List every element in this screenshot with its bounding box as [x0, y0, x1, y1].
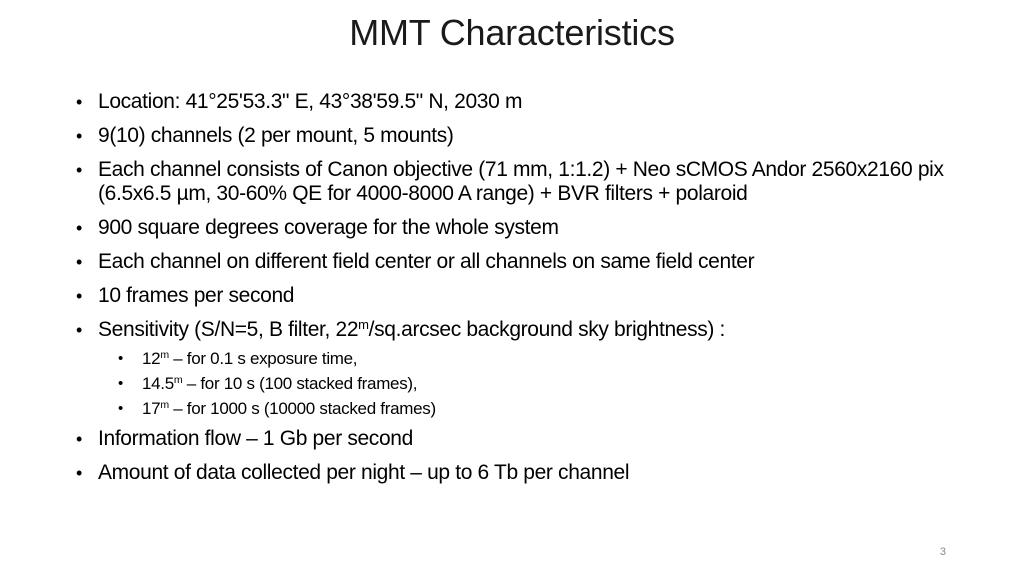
sensitivity-item-1000s	[98, 396, 954, 421]
sensitivity-item-superscript: m	[160, 399, 169, 412]
bullet-sensitivity	[74, 318, 954, 421]
page-number: 3	[939, 546, 946, 558]
sensitivity-item-desc: – for 10 s (100 stacked frames),	[182, 374, 418, 393]
sensitivity-item-0.1s	[98, 346, 954, 371]
sensitivity-superscript: m	[358, 316, 369, 332]
sensitivity-item-desc: – for 0.1 s exposure time,	[168, 349, 358, 368]
bullet-coverage: • 900 square degrees coverage for the whole system	[74, 216, 954, 240]
sensitivity-item-value: 17	[142, 399, 161, 418]
bullet-information-flow: • Information flow – 1 Gb per second	[74, 427, 954, 451]
sensitivity-item-superscript: m	[173, 374, 183, 387]
bullet-list-container	[74, 90, 954, 495]
sensitivity-item-superscript: m	[160, 349, 169, 362]
sensitivity-sublist	[98, 346, 954, 421]
sensitivity-item-10s	[98, 371, 954, 396]
bullet-location: • Location: 41°25'53.3" E, 43°38'59.5" N, 2030 m	[74, 90, 954, 114]
sensitivity-text-post: /sq.arcsec background sky brightness) :	[368, 318, 726, 341]
slide-title: MMT Characteristics	[349, 12, 675, 53]
bullet-frame-rate: • 10 frames per second	[74, 284, 954, 308]
sensitivity-text-pre: Sensitivity (S/N=5, B filter, 22	[98, 318, 359, 341]
sensitivity-item-desc: – for 1000 s (10000 stacked frames)	[168, 399, 436, 418]
bullet-list	[74, 90, 954, 485]
bullet-field-center: • Each channel on different field center or all channels on same field center	[74, 250, 954, 274]
bullet-channel-composition: • Each channel consists of Canon objective (71 mm, 1:1.2) + Neo sCMOS Andor 2560x2160 pix (6.5x6.5 µm, 30-60% QE for 4000-8000 A range) + BVR filters + polaroid	[74, 158, 954, 206]
sensitivity-item-value: 14.5	[142, 374, 174, 393]
bullet-data-volume: • Amount of data collected per night – up to 6 Tb per channel	[74, 461, 954, 485]
bullet-channels: • 9(10) channels (2 per mount, 5 mounts)	[74, 124, 954, 148]
sensitivity-item-value: 12	[142, 349, 161, 368]
